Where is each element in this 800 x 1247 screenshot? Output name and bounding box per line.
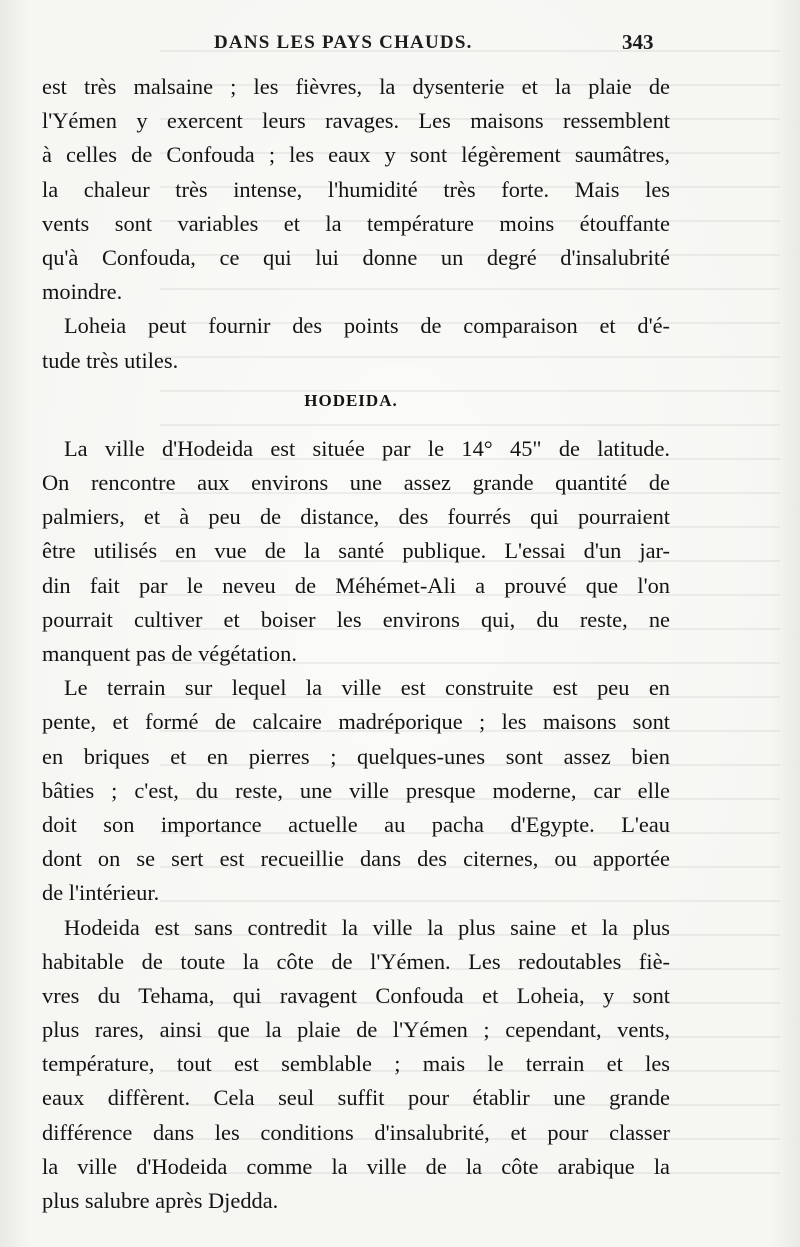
- text-line: la chaleur très intense, l'humidité très forte. Mais les: [42, 176, 670, 202]
- text-line: Loheia peut fournir des points de comparaison et d'é-: [64, 313, 670, 339]
- text-line: doit son importance actuelle au pacha d'Egypte. L'eau: [42, 811, 670, 837]
- paragraph-5: [42, 911, 670, 1219]
- text-line: température, tout est semblable ; mais le terrain et les: [42, 1051, 670, 1077]
- text-line: de l'intérieur.: [42, 880, 160, 906]
- paragraph-4: [42, 671, 670, 910]
- text-line: pourrait cultiver et boiser les environs qui, du reste, ne: [42, 606, 670, 632]
- text-line: habitable de toute la côte de l'Yémen. Les redoutables fiè-: [42, 948, 670, 974]
- text-line: vents sont variables et la température moins étouffante: [42, 210, 670, 236]
- text-line: Le terrain sur lequel la ville est construite est peu en: [64, 675, 670, 701]
- text-line: qu'à Confouda, ce qui lui donne un degré d'insalubrité: [42, 244, 670, 270]
- text-line: la ville d'Hodeida comme la ville de la côte arabique la: [42, 1153, 670, 1179]
- text-line: plus salubre après Djedda.: [42, 1188, 279, 1213]
- text-line: tude très utiles.: [42, 347, 179, 373]
- text-line: est très malsaine ; les fièvres, la dysenterie et la plaie de: [42, 74, 670, 99]
- text-line: moindre.: [42, 279, 123, 305]
- running-title: DANS LES PAYS CHAUDS.: [214, 32, 473, 53]
- text-line: plus rares, ainsi que la plaie de l'Yémen ; cependant, vents,: [42, 1017, 670, 1043]
- page-number: 343: [622, 30, 654, 54]
- section-heading: HODEIDA.: [304, 390, 398, 410]
- text-line: vres du Tehama, qui ravagent Confouda et Loheia, y sont: [42, 982, 670, 1008]
- paragraph-2: [42, 309, 670, 377]
- text-line: Hodeida est sans contredit la ville la plus saine et la plus: [64, 914, 670, 940]
- page-header: [0, 32, 800, 60]
- text-line: différence dans les conditions d'insalubrité, et pour classer: [42, 1119, 670, 1145]
- text-line: manquent pas de végétation.: [42, 641, 297, 666]
- text-line: l'Yémen y exercent leurs ravages. Les maisons ressemblent: [42, 108, 670, 134]
- text-line: eaux diffèrent. Cela seul suffit pour établir une grande: [42, 1085, 670, 1111]
- text-line: pente, et formé de calcaire madréporique ; les maisons sont: [42, 709, 670, 735]
- text-line: On rencontre aux environs une assez grande quantité de: [42, 470, 670, 496]
- text-line: bâties ; c'est, du reste, une ville presque moderne, car elle: [42, 777, 670, 803]
- text-line: être utilisés en vue de la santé publique. L'essai d'un jar-: [42, 538, 670, 564]
- text-line: à celles de Confouda ; les eaux y sont légèrement saumâtres,: [42, 142, 670, 168]
- text-line: palmiers, et à peu de distance, des fourrés qui pourraient: [42, 504, 670, 530]
- text-line: La ville d'Hodeida est située par le 14° 45" de latitude.: [64, 435, 670, 461]
- text-line: din fait par le neveu de Méhémet-Ali a prouvé que l'on: [42, 572, 670, 598]
- paragraph-1: [42, 70, 670, 309]
- text-line: en briques et en pierres ; quelques-unes sont assez bien: [42, 743, 670, 769]
- text-line: dont on se sert est recueillie dans des citernes, ou apportée: [42, 846, 670, 872]
- paragraph-3: [42, 432, 670, 671]
- body-text: [42, 70, 670, 1218]
